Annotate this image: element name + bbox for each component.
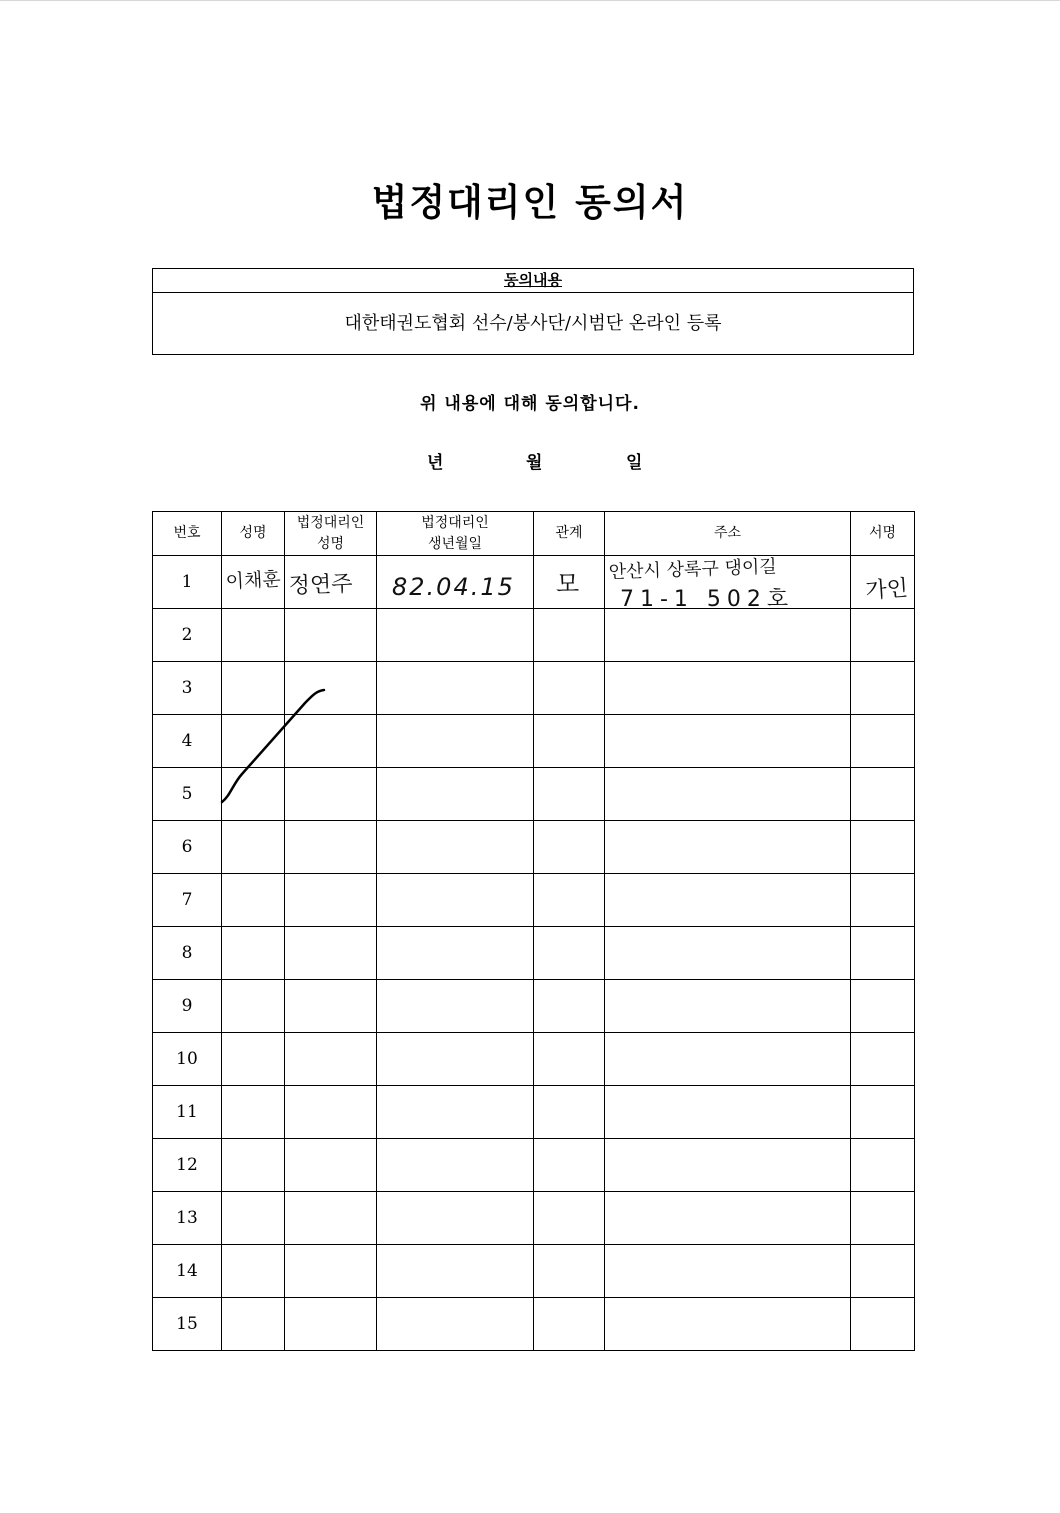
cell-no: 6 xyxy=(153,821,222,874)
cell-no: 14 xyxy=(153,1245,222,1298)
header-relation: 관계 xyxy=(534,512,605,556)
cell-no: 1 xyxy=(153,556,222,609)
hand-address-line2: 71-1 502호 xyxy=(620,587,795,612)
cell-no: 4 xyxy=(153,715,222,768)
cell-no: 9 xyxy=(153,980,222,1033)
hand-guardian-birth: 82.04.15 xyxy=(392,573,515,601)
date-month-label: 월 xyxy=(526,453,543,473)
hand-relation: 모 xyxy=(556,570,580,598)
cell-no: 2 xyxy=(153,609,222,662)
cell-no: 12 xyxy=(153,1139,222,1192)
agreement-statement: 위 내용에 대해 동의합니다. xyxy=(420,394,640,414)
hand-name: 이채훈 xyxy=(225,568,282,593)
cell-no: 11 xyxy=(153,1086,222,1139)
cell-no: 13 xyxy=(153,1192,222,1245)
document-title: 법정대리인 동의서 xyxy=(371,181,689,224)
header-address: 주소 xyxy=(605,512,851,556)
consent-body: 대한태권도협회 선수/봉사단/시범단 온라인 등록 xyxy=(344,313,722,334)
cell-no: 8 xyxy=(153,927,222,980)
header-guardian-birth-line1: 법정대리인 xyxy=(421,514,489,531)
header-guardian-birth-line2: 생년월일 xyxy=(427,535,483,552)
header-guardian-name-line2: 성명 xyxy=(316,535,345,552)
header-signature: 서명 xyxy=(851,512,915,556)
hand-guardian-name: 정연주 xyxy=(288,571,353,599)
header-name: 성명 xyxy=(222,512,285,556)
cell-no: 15 xyxy=(153,1298,222,1351)
header-guardian-name-line1: 법정대리인 xyxy=(296,514,365,531)
hand-address-line1: 안산시 상록구 댕이길 xyxy=(608,556,778,583)
consent-header-label: 동의내용 xyxy=(504,271,562,289)
cell-no: 3 xyxy=(153,662,222,715)
hand-signature: 가인 xyxy=(864,576,909,604)
strike-through-mark xyxy=(222,690,324,802)
cell-no: 7 xyxy=(153,874,222,927)
date-day-label: 일 xyxy=(626,453,643,473)
cell-no: 5 xyxy=(153,768,222,821)
cell-no: 10 xyxy=(153,1033,222,1086)
header-no: 번호 xyxy=(153,512,222,556)
date-year-label: 년 xyxy=(427,453,444,473)
